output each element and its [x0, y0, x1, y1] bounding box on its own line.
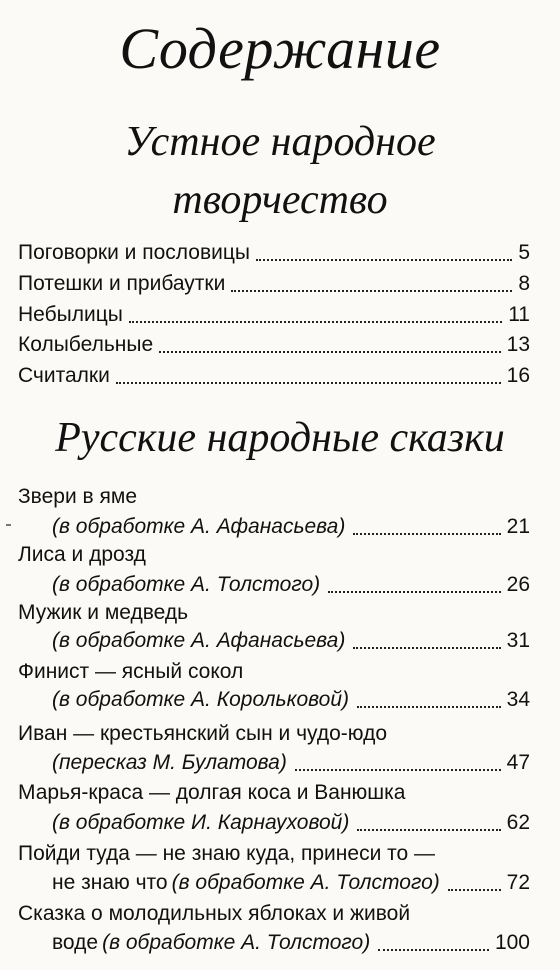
toc-entry-page: 5	[518, 241, 530, 264]
toc-entry-subline[interactable]	[52, 628, 530, 654]
dot-leader	[357, 706, 501, 708]
page-title: Содержание	[119, 16, 441, 81]
toc-entry[interactable]	[18, 236, 530, 266]
dot-leader	[448, 889, 501, 891]
section-title-folk-line1: Устное народное	[124, 119, 436, 165]
dot-leader	[357, 829, 500, 831]
toc-entry-title-cont: не знаю что	[52, 871, 168, 894]
toc-entry-page: 8	[518, 272, 530, 295]
dot-leader	[256, 259, 512, 261]
dot-leader	[116, 382, 501, 384]
toc-entry-subline[interactable]	[52, 750, 530, 776]
toc-entry-label: Считалки	[18, 364, 110, 387]
toc-entry-note: (в обработке А. Афанасьева)	[52, 515, 346, 538]
toc-entry-label: Поговорки и пословицы	[18, 241, 250, 264]
toc-entry-title[interactable]: Пойди туда — не знаю куда, принеси то —	[18, 842, 436, 865]
toc-entry[interactable]	[18, 267, 530, 297]
toc-entry-title[interactable]: Лиса и дрозд	[18, 543, 146, 566]
dot-leader	[378, 949, 489, 951]
toc-entry-note: (в обработке И. Карнауховой)	[52, 811, 350, 834]
toc-entry-title[interactable]: Мужик и медведь	[18, 601, 189, 624]
toc-entry-page: 21	[506, 515, 530, 538]
toc-entry-title[interactable]: Звери в яме	[18, 485, 138, 508]
toc-entry-subline[interactable]	[52, 930, 530, 956]
dot-leader	[295, 769, 501, 771]
toc-entry-subline[interactable]	[52, 870, 530, 896]
toc-entry[interactable]	[18, 328, 530, 358]
toc-entry-page: 62	[506, 811, 530, 834]
toc-entry-page: 72	[506, 871, 530, 894]
toc-entry-note: (пересказ М. Булатова)	[52, 751, 287, 774]
toc-entry-note: (в обработке А. Толстого)	[171, 871, 440, 894]
toc-entry-subline[interactable]	[52, 514, 530, 540]
toc-entry-subline[interactable]	[52, 572, 530, 598]
toc-entry[interactable]	[18, 359, 530, 389]
section-title-folk-line2: творчество	[172, 177, 388, 223]
dot-leader	[129, 321, 502, 323]
toc-entry-title[interactable]: Финист — ясный сокол	[18, 660, 244, 683]
toc-entry-label: Потешки и прибаутки	[18, 272, 226, 295]
dot-leader	[353, 533, 500, 535]
toc-entry-note: (в обработке А. Толстого)	[102, 931, 371, 954]
toc-entry[interactable]	[18, 298, 530, 328]
toc-entry-subline[interactable]	[52, 687, 530, 713]
dot-leader	[159, 351, 501, 353]
toc-entry-page: 34	[506, 688, 530, 711]
toc-entry-title-cont: воде	[52, 931, 99, 954]
toc-entry-page: 11	[508, 303, 530, 326]
dot-leader	[231, 290, 512, 292]
toc-entry-label: Колыбельные	[18, 333, 154, 356]
toc-entry-title[interactable]: Сказка о молодильных яблоках и живой	[18, 902, 411, 925]
toc-entry-page: 26	[506, 573, 530, 596]
toc-entry-title[interactable]: Иван — крестьянский сын и чудо-юдо	[18, 722, 387, 745]
toc-entry-page: 31	[506, 629, 530, 652]
toc-entry-note: (в обработке А. Толстого)	[52, 573, 321, 596]
toc-entry-page: 13	[506, 333, 530, 356]
toc-entry-note: (в обработке А. Корольковой)	[52, 688, 350, 711]
toc-entry-note: (в обработке А. Афанасьева)	[52, 629, 346, 652]
toc-entry-label: Небылицы	[18, 303, 123, 326]
toc-entry-page: 100	[494, 931, 530, 954]
section-title-fairy-tales: Русские народные сказки	[55, 415, 505, 461]
toc-entry-title[interactable]: Марья-краса — долгая коса и Ванюшка	[18, 781, 406, 804]
toc-entry-page: 47	[506, 751, 530, 774]
print-speck	[6, 524, 11, 526]
toc-entry-page: 16	[506, 364, 530, 387]
dot-leader	[328, 591, 500, 593]
dot-leader	[353, 647, 500, 649]
toc-entry-subline[interactable]	[52, 810, 530, 836]
